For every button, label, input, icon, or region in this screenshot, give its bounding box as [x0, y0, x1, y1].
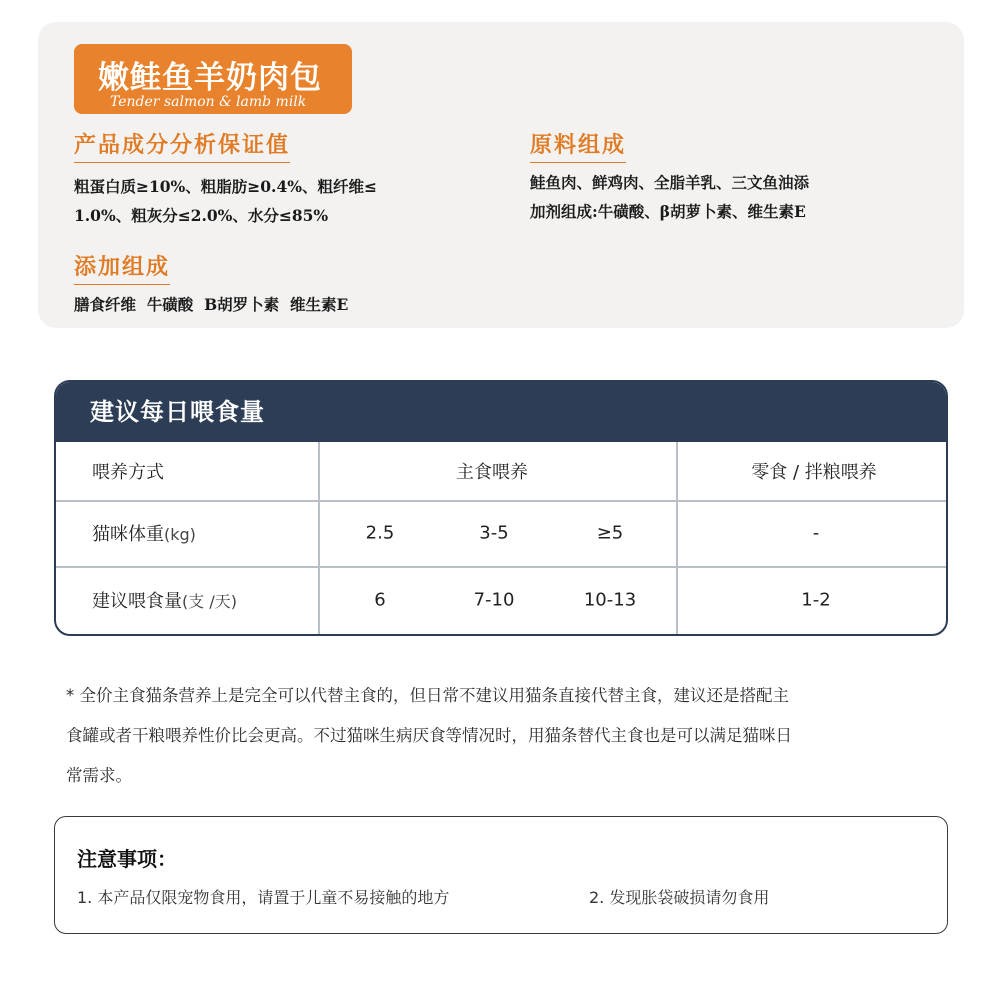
column-divider [676, 442, 678, 634]
amount-snack-value: 1-2 [801, 589, 831, 611]
feeding-table [56, 442, 946, 634]
analysis-line-1: 粗蛋白质≥10%、粗脂肪≥0.4%、粗纤维≤ [74, 177, 377, 196]
product-info-card [38, 22, 964, 328]
weight-value: 3-5 [479, 522, 509, 544]
footnote-line: * 全价主食猫条营养上是完全可以代替主食的，但日常不建议用猫条直接代替主食，建议还是搭配主 [66, 686, 789, 705]
header-method: 喂养方式 [92, 462, 164, 483]
amount-row-label [92, 587, 237, 613]
additives-text: 膳食纤维 牛磺酸 B胡罗卜素 维生素E [74, 295, 349, 314]
analysis-heading: 产品成分分析保证值 [74, 128, 290, 163]
feeding-table-title: 建议每日喂食量 [56, 382, 946, 442]
footnote-line: 食罐或者干粮喂养性价比会更高。不过猫咪生病厌食等情况时，用猫条替代主食也是可以满足猫咪日 [66, 726, 792, 745]
additives-heading: 添加组成 [74, 250, 170, 285]
amount-value: 7-10 [473, 589, 515, 611]
feeding-table-card [54, 380, 948, 636]
raw-materials-text [530, 168, 809, 226]
product-name-cn: 嫩鲑鱼羊奶肉包 [98, 60, 322, 96]
analysis-text [74, 172, 377, 230]
amount-unit: (支 /天) [182, 592, 237, 611]
amount-label: 建议喂食量 [92, 591, 182, 612]
caution-item-1: 1. 本产品仅限宠物食用，请置于儿童不易接触的地方 [77, 888, 450, 907]
row-divider [56, 500, 946, 502]
row-divider [56, 566, 946, 568]
product-name-en: Tender salmon & lamb milk [110, 94, 307, 110]
caution-box [54, 816, 948, 934]
weight-value: 2.5 [365, 522, 395, 544]
feeding-footnote [66, 676, 946, 796]
weight-value: ≥5 [596, 522, 624, 544]
weight-row-label [92, 520, 196, 546]
header-main-feeding: 主食喂养 [456, 462, 528, 483]
weight-label: 猫咪体重 [92, 524, 164, 545]
weight-unit: (kg) [164, 525, 196, 544]
amount-value: 10-13 [583, 589, 637, 611]
raw-materials-line-1: 鲑鱼肉、鲜鸡肉、全脂羊乳、三文鱼油添 [530, 173, 810, 192]
weight-snack-value: - [812, 522, 820, 544]
amount-value: 6 [374, 589, 386, 611]
caution-item-2: 2. 发现胀袋破损请勿食用 [589, 888, 770, 907]
caution-title: 注意事项： [77, 847, 177, 871]
header-snack-feeding: 零食 / 拌粮喂养 [751, 462, 877, 483]
column-divider [318, 442, 320, 634]
footnote-line: 常需求。 [66, 766, 132, 785]
product-name-badge [74, 44, 352, 114]
raw-materials-line-2: 加剂组成:牛磺酸、β胡萝卜素、维生素E [530, 202, 806, 221]
raw-materials-heading: 原料组成 [530, 128, 626, 163]
analysis-line-2: 1.0%、粗灰分≤2.0%、水分≤85% [74, 206, 329, 225]
